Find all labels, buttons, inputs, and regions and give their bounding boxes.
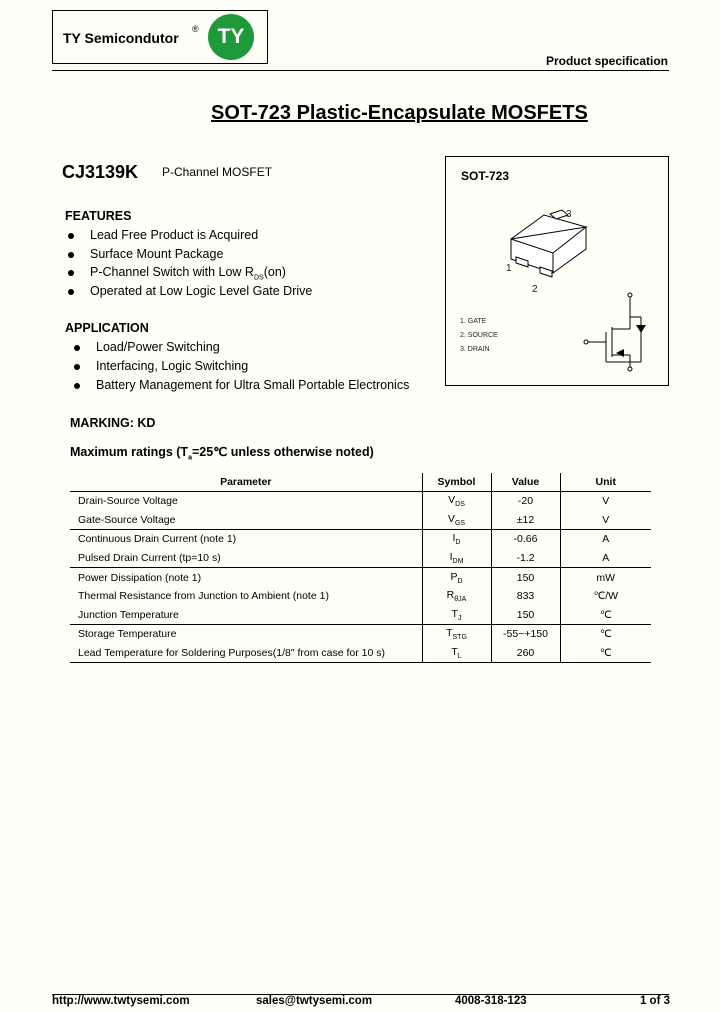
feature-item: Surface Mount Package <box>90 247 224 261</box>
spec-label: Product specification <box>545 54 668 68</box>
package-title: SOT-723 <box>461 169 510 183</box>
features-heading: FEATURES <box>65 209 132 223</box>
pin-1-label: 1 <box>506 263 512 274</box>
application-item: Battery Management for Ultra Small Portable Electronics <box>96 378 410 392</box>
part-number: CJ3139K <box>62 162 139 182</box>
table-row: Lead Temperature for Soldering Purposes(1/8" from case for 10 s) $T_L$ 260 ℃ <box>70 644 651 663</box>
header-symbol: Symbol <box>422 473 491 492</box>
ratings-table <box>70 473 651 663</box>
page-title: SOT-723 Plastic-Encapsulate MOSFETS <box>211 102 588 124</box>
footer-url-link[interactable]: http://www.twtysemi.com <box>52 995 190 1007</box>
part-type: P-Channel MOSFET <box>162 165 273 179</box>
table-row: Drain-Source Voltage $V_{DS}$ -20 V <box>70 492 651 511</box>
header-parameter: Parameter <box>70 473 422 492</box>
brand-logo: TY <box>208 14 254 60</box>
pin-3-label: 3 <box>566 209 572 220</box>
pin-name: 1. GATE <box>460 318 487 325</box>
application-item: Load/Power Switching <box>96 340 220 354</box>
ratings-heading: Maximum ratings ($T_a=25℃$ unless otherwise noted) <box>70 445 374 462</box>
header-divider <box>52 70 669 71</box>
footer-email-link[interactable]: sales@twtysemi.com <box>256 995 373 1007</box>
registered-mark: ® <box>192 24 199 34</box>
header-unit: Unit <box>560 473 651 492</box>
page-number: 1 of 3 <box>639 995 670 1007</box>
table-header-row <box>70 473 651 492</box>
pin-2-label: 2 <box>532 284 538 295</box>
table-row: Thermal Resistance from Junction to Ambient (note 1) $R_{\theta JA}$ 833 ℃/W <box>70 587 651 606</box>
table-row: Junction Temperature $T_J$ 150 ℃ <box>70 606 651 625</box>
table-row: Continuous Drain Current (note 1) $I_D$ -0.66 A <box>70 530 651 549</box>
brand-name: TY Semicondutor <box>63 30 179 46</box>
footer-phone: 4008-318-123 <box>455 995 527 1007</box>
table-row: Gate-Source Voltage $V_{GS}$ ±12 V <box>70 511 651 530</box>
pin-name: 3. DRAIN <box>460 346 490 353</box>
feature-item: P-Channel Switch with Low $R_{DS}(on)$ <box>90 265 286 282</box>
table-row: Power Dissipation (note 1) $P_D$ 150 mW <box>70 568 651 587</box>
feature-item: Operated at Low Logic Level Gate Drive <box>90 284 313 298</box>
header-value: Value <box>491 473 560 492</box>
table-row: Pulsed Drain Current (tp=10 s) $I_{DM}$ -1.2 A <box>70 549 651 568</box>
package-panel <box>445 156 669 386</box>
pin-name: 2. SOURCE <box>460 332 498 339</box>
table-row: Storage Temperature $T_{STG}$ -55~+150 ℃ <box>70 625 651 644</box>
feature-item: Lead Free Product is Acquired <box>90 228 259 242</box>
application-heading: APPLICATION <box>65 321 149 335</box>
marking: MARKING: KD <box>70 416 156 430</box>
application-item: Interfacing, Logic Switching <box>96 359 249 373</box>
